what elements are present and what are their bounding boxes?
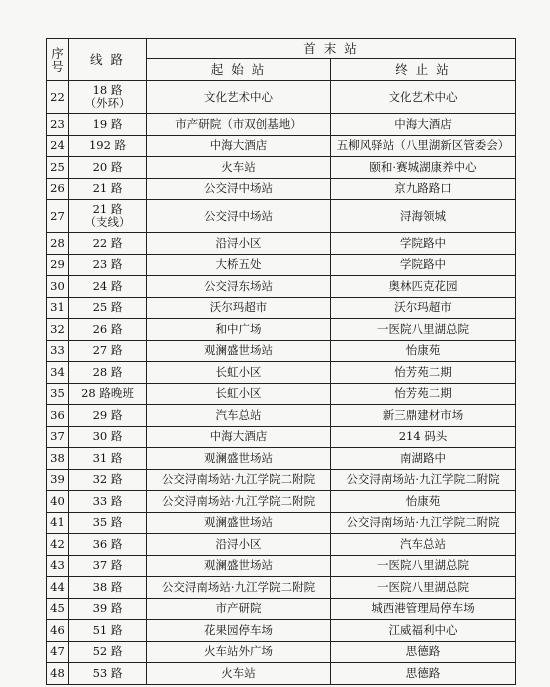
end-station: 沃尔玛超市 — [331, 297, 516, 319]
start-station: 观澜盛世场站 — [147, 555, 331, 577]
route-cell — [69, 448, 147, 470]
table-row — [47, 383, 516, 405]
table-body — [47, 81, 516, 685]
start-station: 观澜盛世场站 — [147, 512, 331, 534]
end-station: 学院路中 — [331, 254, 516, 276]
row-number: 45 — [47, 598, 69, 620]
start-station: 市产研院 — [147, 598, 331, 620]
row-number: 39 — [47, 469, 69, 491]
route-name: 24 路 — [92, 278, 123, 293]
end-station: 城西港管理局停车场 — [331, 598, 516, 620]
table-row — [47, 319, 516, 341]
table-row — [47, 157, 516, 179]
route-cell — [69, 362, 147, 384]
row-number: 31 — [47, 297, 69, 319]
route-name: 30 路 — [92, 429, 123, 444]
table-header-row — [47, 39, 516, 59]
route-name: 18 路 — [92, 83, 123, 97]
route-cell — [69, 577, 147, 599]
end-station: 汽车总站 — [331, 534, 516, 556]
row-number: 37 — [47, 426, 69, 448]
route-name: 22 路 — [92, 235, 123, 250]
end-station: 一医院八里湖总院 — [331, 555, 516, 577]
route-name: 31 路 — [92, 450, 123, 465]
header-terminals: 首 末 站 — [147, 39, 516, 59]
end-station: 奥林匹克花园 — [331, 276, 516, 298]
end-station: 214 码头 — [331, 426, 516, 448]
route-name: 21 路 — [92, 181, 123, 196]
end-station: 公交浔南场站·九江学院二附院 — [331, 469, 516, 491]
route-name: 23 路 — [92, 257, 123, 272]
route-cell — [69, 598, 147, 620]
route-cell — [69, 114, 147, 136]
header-start-station: 起 始 站 — [147, 59, 331, 81]
route-name: 53 路 — [92, 665, 123, 680]
row-number: 38 — [47, 448, 69, 470]
row-number: 48 — [47, 663, 69, 685]
table-row — [47, 362, 516, 384]
start-station: 中海大酒店 — [147, 426, 331, 448]
end-station: 颐和·赛城湖康养中心 — [331, 157, 516, 179]
table-row — [47, 448, 516, 470]
row-number: 23 — [47, 114, 69, 136]
end-station: 文化艺术中心 — [331, 81, 516, 114]
start-station: 文化艺术中心 — [147, 81, 331, 114]
bus-routes-table — [46, 38, 516, 685]
route-name: 35 路 — [92, 515, 123, 530]
start-station: 沃尔玛超市 — [147, 297, 331, 319]
start-station: 和中广场 — [147, 319, 331, 341]
start-station: 公交浔南场站·九江学院二附院 — [147, 491, 331, 513]
start-station: 火车站外广场 — [147, 641, 331, 663]
table-row — [47, 340, 516, 362]
row-number: 22 — [47, 81, 69, 114]
row-number: 27 — [47, 200, 69, 233]
route-cell — [69, 426, 147, 448]
start-station: 花果园停车场 — [147, 620, 331, 642]
route-cell — [69, 135, 147, 157]
table-row — [47, 491, 516, 513]
route-cell — [69, 233, 147, 255]
route-name: 51 路 — [92, 622, 123, 637]
table-row — [47, 200, 516, 233]
start-station: 长虹小区 — [147, 383, 331, 405]
route-name: 38 路 — [92, 579, 123, 594]
row-number: 33 — [47, 340, 69, 362]
end-station: 一医院八里湖总院 — [331, 577, 516, 599]
table-row — [47, 534, 516, 556]
end-station: 京九路路口 — [331, 178, 516, 200]
table-row — [47, 276, 516, 298]
table-row — [47, 426, 516, 448]
route-name: 25 路 — [92, 300, 123, 315]
route-cell — [69, 340, 147, 362]
start-station: 汽车总站 — [147, 405, 331, 427]
start-station: 火车站 — [147, 157, 331, 179]
route-cell — [69, 254, 147, 276]
start-station: 沿浔小区 — [147, 534, 331, 556]
route-name: 33 路 — [92, 493, 123, 508]
end-station: 怡康苑 — [331, 340, 516, 362]
row-number: 29 — [47, 254, 69, 276]
start-station: 沿浔小区 — [147, 233, 331, 255]
route-cell — [69, 81, 147, 114]
table-row — [47, 135, 516, 157]
end-station: 南湖路中 — [331, 448, 516, 470]
end-station: 新三鼎建材市场 — [331, 405, 516, 427]
route-cell — [69, 383, 147, 405]
route-variant: （支线） — [84, 215, 131, 229]
route-cell — [69, 297, 147, 319]
table-row — [47, 297, 516, 319]
row-number: 36 — [47, 405, 69, 427]
header-end-station: 终 止 站 — [331, 59, 516, 81]
row-number: 35 — [47, 383, 69, 405]
route-name: 37 路 — [92, 558, 123, 573]
row-number: 47 — [47, 641, 69, 663]
header-route: 线 路 — [69, 39, 147, 81]
route-cell — [69, 276, 147, 298]
row-number: 32 — [47, 319, 69, 341]
end-station: 思德路 — [331, 663, 516, 685]
route-name: 29 路 — [92, 407, 123, 422]
route-cell — [69, 319, 147, 341]
row-number: 46 — [47, 620, 69, 642]
table-row — [47, 81, 516, 114]
route-name: 21 路 — [92, 202, 123, 216]
route-name: 19 路 — [92, 116, 123, 131]
start-station: 公交浔南场站·九江学院二附院 — [147, 577, 331, 599]
route-cell — [69, 178, 147, 200]
table-row — [47, 555, 516, 577]
table-row — [47, 512, 516, 534]
route-cell — [69, 555, 147, 577]
row-number: 26 — [47, 178, 69, 200]
route-cell — [69, 469, 147, 491]
route-name: 28 路 — [92, 364, 123, 379]
table-row — [47, 405, 516, 427]
end-station: 江威福利中心 — [331, 620, 516, 642]
route-cell — [69, 641, 147, 663]
route-name: 39 路 — [92, 601, 123, 616]
route-name: 26 路 — [92, 321, 123, 336]
table-row — [47, 598, 516, 620]
row-number: 28 — [47, 233, 69, 255]
header-number: 序 号 — [47, 39, 69, 81]
start-station: 大桥五处 — [147, 254, 331, 276]
row-number: 43 — [47, 555, 69, 577]
end-station: 学院路中 — [331, 233, 516, 255]
route-name: 192 路 — [88, 138, 127, 153]
start-station: 火车站 — [147, 663, 331, 685]
row-number: 42 — [47, 534, 69, 556]
table-row — [47, 178, 516, 200]
route-name: 52 路 — [92, 644, 123, 659]
start-station: 公交浔南场站·九江学院二附院 — [147, 469, 331, 491]
route-cell — [69, 620, 147, 642]
start-station: 中海大酒店 — [147, 135, 331, 157]
row-number: 25 — [47, 157, 69, 179]
start-station: 公交浔东场站 — [147, 276, 331, 298]
row-number: 44 — [47, 577, 69, 599]
route-name: 20 路 — [92, 159, 123, 174]
table-row — [47, 663, 516, 685]
start-station: 观澜盛世场站 — [147, 340, 331, 362]
end-station: 中海大酒店 — [331, 114, 516, 136]
table-row — [47, 233, 516, 255]
route-cell — [69, 491, 147, 513]
table-row — [47, 620, 516, 642]
table-row — [47, 254, 516, 276]
end-station: 五柳风驿站（八里湖新区管委会） — [331, 135, 516, 157]
start-station: 公交浔中场站 — [147, 178, 331, 200]
route-cell — [69, 200, 147, 233]
start-station: 公交浔中场站 — [147, 200, 331, 233]
route-cell — [69, 157, 147, 179]
row-number: 40 — [47, 491, 69, 513]
end-station: 怡芳苑二期 — [331, 383, 516, 405]
route-cell — [69, 512, 147, 534]
route-name: 27 路 — [92, 343, 123, 358]
table-row — [47, 641, 516, 663]
route-variant: （外环） — [84, 96, 131, 110]
table-row — [47, 577, 516, 599]
table-row — [47, 114, 516, 136]
route-cell — [69, 534, 147, 556]
start-station: 长虹小区 — [147, 362, 331, 384]
route-cell — [69, 405, 147, 427]
route-name: 32 路 — [92, 472, 123, 487]
end-station: 浔海领城 — [331, 200, 516, 233]
end-station: 怡芳苑二期 — [331, 362, 516, 384]
row-number: 24 — [47, 135, 69, 157]
end-station: 怡康苑 — [331, 491, 516, 513]
start-station: 观澜盛世场站 — [147, 448, 331, 470]
route-name: 28 路晚班 — [81, 386, 134, 401]
table-row — [47, 469, 516, 491]
end-station: 一医院八里湖总院 — [331, 319, 516, 341]
route-name: 36 路 — [92, 536, 123, 551]
row-number: 34 — [47, 362, 69, 384]
route-cell — [69, 663, 147, 685]
start-station: 市产研院（市双创基地） — [147, 114, 331, 136]
end-station: 公交浔南场站·九江学院二附院 — [331, 512, 516, 534]
row-number: 41 — [47, 512, 69, 534]
row-number: 30 — [47, 276, 69, 298]
end-station: 思德路 — [331, 641, 516, 663]
